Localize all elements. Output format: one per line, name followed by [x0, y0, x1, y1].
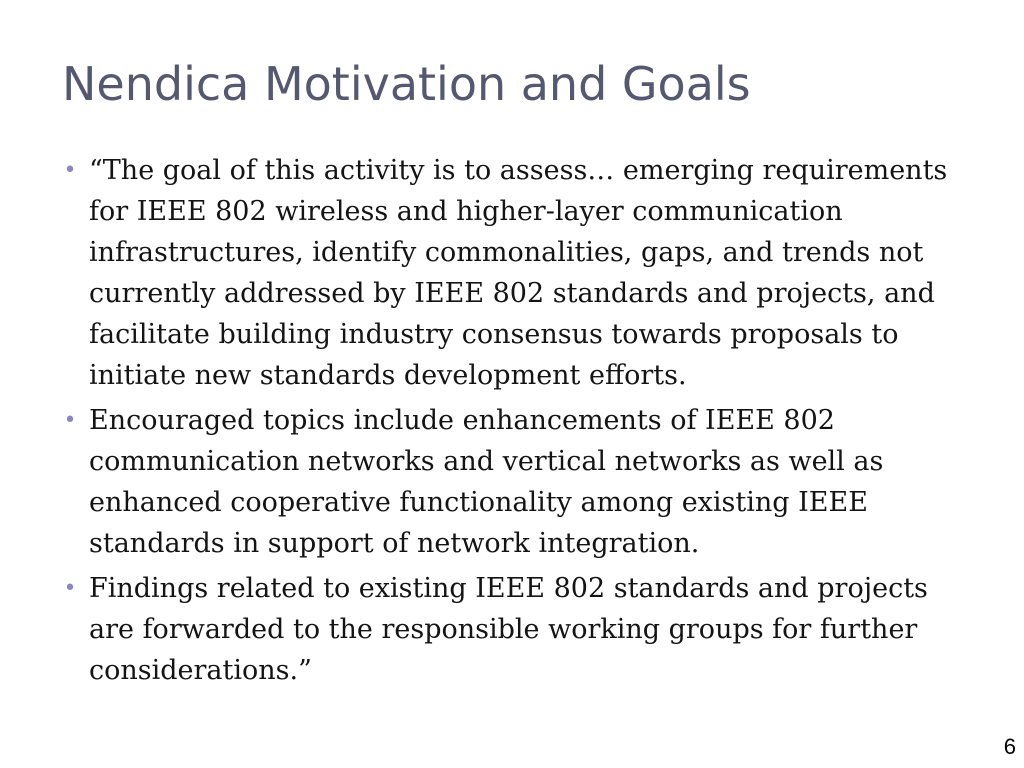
- bullet-dot-icon: •: [63, 408, 77, 433]
- bullet-item-goal: [60, 150, 980, 396]
- bullet-item-findings: [60, 568, 980, 691]
- bullet-text-goal: “The goal of this activity is to assess… emerging requirements for IEEE 802 wireless and higher-layer communication infrastructures, identify commonalities, gaps, and trends not currently addressed by IEEE 802 standards and projects, and facilitate building industry consensus towards proposals to initiate new standards development efforts.: [89, 155, 948, 391]
- bullet-dot-icon: •: [63, 576, 77, 601]
- bullet-text-findings: Findings related to existing IEEE 802 standards and projects are forwarded to the responsible working groups for further considerations.”: [89, 573, 928, 686]
- bullet-list: [60, 150, 980, 695]
- slide-title: Nendica Motivation and Goals: [62, 57, 751, 111]
- page-number: 6: [1003, 734, 1016, 759]
- bullet-item-topics: [60, 400, 980, 564]
- bullet-dot-icon: •: [63, 158, 77, 183]
- bullet-text-topics: Encouraged topics include enhancements of IEEE 802 communication networks and vertical networks as well as enhanced cooperative functionality among existing IEEE standards in support of network integration.: [89, 405, 884, 559]
